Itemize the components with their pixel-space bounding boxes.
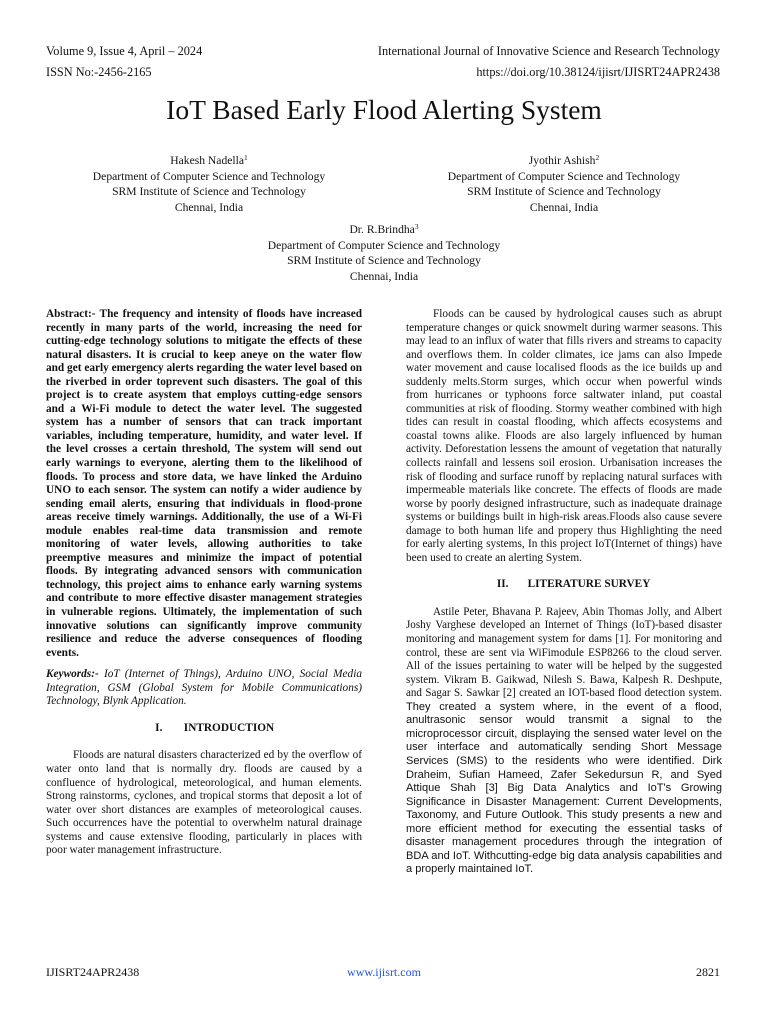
literature-paragraph: Astile Peter, Bhavana P. Rajeev, Abin Thomas Jolly, and Albert Joshy Varghese developed an Internet of Things (IoT)-based disaster monitoring and management system for dams [1]. For monitoring and control, these are sent via WiFimodule ESP8266 to the cloud server. All of the issues pertaining to water will be helped by the suggested system. Vikram B. Gaikwad, Nilesh S. Bawa, Kalpesh R. Deshpute, and Sagar S. Sawkar [2] created an IOT-based flood detection system. They created a system where, in the event of a flood, anultrasonic sensor would transmit a signal to the microprocessor circuit, displaying the sensed water level on the user interface and automatically sending Short Message Services (SMS) to the residents who were identified. Dirk Draheim, Sufian Hameed, Zafer Sekedursun R, and Syed Attique Shah [3] Big Data Analytics and IoT's Growing Significance in Disaster Management: Current Developments, Taxonomy, and Future Outlook. This study presents a new and more efficient method for executing the essential tasks of disaster management procedures through the integration of BDA and IoT. Withcutting-edge big data analysis capabilities and a properly maintained IoT. [406, 605, 722, 876]
left-column [46, 308, 362, 858]
footer-website-link[interactable]: www.ijisrt.com [347, 965, 421, 979]
paper-title: IoT Based Early Flood Alerting System [166, 94, 602, 125]
author-city: Chennai, India [174, 200, 244, 214]
author-name: Dr. R.Brindha$^3$ [349, 222, 419, 236]
footer-paper-id: IJISRT24APR2438 [46, 965, 140, 979]
author-inst: SRM Institute of Science and Technology [467, 185, 661, 198]
author-city: Chennai, India [349, 269, 419, 283]
introduction-paragraph: Floods are natural disasters characterized ed by the overflow of water onto land that is normally dry. floods are caused by a confluence of hydrological, meteorological, and human elements. Strong rainstorms, cyclones, and tropical storms that deposit a lot of water over short distances are examples of meteorological causes. Such occurrences have the potential to overwhelm natural drainage systems and cause extensive flooding, particularly in places with poor water management infrastructure. [46, 749, 362, 857]
keywords-label: Keywords:- [46, 668, 99, 681]
causes-paragraph: Floods can be caused by hydrological causes such as abrupt temperature changes or quick snowmelt during warmer seasons. This may lead to an influx of water that fills rivers and streams to capacity and overflows them. In colder climates, ice jams can also Impede water movement and cause localised floods as the ice builds up and suddenly melts.Storm surges, which occur when powerful winds from hurricanes or typhoons force saltwater inland, put coastal communities at risk of flooding. Stormy weather combined with high tides can result in coastal flooding, which affects ecosystems and coastal towns alike. Floods are also largely influenced by human activity. Deforestation lessens the amount of vegetation that naturally collects rainfall and lessens soil erosion. Urbanisation increases the risk of flooding and surface runoff by replacing natural surfaces with impermeable materials like concrete. The effects of floods are made worse by poorly designed infrastructure, such as inadequate drainage systems or buildings built in high-risk areas.Floods also cause severe damage to both human life and propery thus Highlighting the need for early alerting systems, In this project IoT(Internet of things) have been used to create an alerting System. [406, 308, 722, 564]
author-3 [200, 222, 568, 284]
section-heading-introduction: I. INTRODUCTION [155, 721, 275, 734]
author-name: Hakesh Nadella$^1$ [170, 153, 248, 167]
author-name: Jyothir Ashish$^2$ [528, 153, 600, 167]
section-heading-literature-survey: II. LITERATURE SURVEY [496, 578, 651, 591]
journal-name: International Journal of Innovative Science and Research Technology [377, 44, 720, 58]
right-column [406, 308, 722, 877]
abstract: Abstract:- The frequency and intensity of floods have increased recently in many parts of the world, increasing the need for cutting-edge technology solutions to mitigate the effects of these natural disasters. It is crucial to keep aneye on the water flow and get early emergency alerts regarding the water level based on the riverbed in order toprevent such disasters. The goal of this project is to create asystem that employs cutting-edge sensors and a Wi-Fi module to detect the water level. The suggested system has a number of sensors that can track important variables, including temperature, humidity, and water level. If the level crosses a certain threshold, The system will send out early warnings to everyone, alerting them to the likelihood of floods. To process and store data, we have linked the Arduino UNO to each sensor. The system can notify a wider audience by sending email alerts, ensuring that individuals in flood-prone areas receive timely warnings. Additionally, the use of a Wi-Fi module enables real-time data transmission and remote monitoring of water levels, allowing authorities to take preemptive measures and minimize the impact of potential floods. By integrating advanced sensors with communication technology, this project aims to enhance early warning systems and contribute to more effective disaster management strategies in vulnerable regions. Ultimately, the implementation of such innovative solutions can significantly improve community resilience and reduce the adverse consequences of flooding events. [46, 308, 362, 659]
author-dept: Department of Computer Science and Technology [267, 238, 501, 252]
volume-info: Volume 9, Issue 4, April – 2024 [46, 44, 203, 58]
author-dept: Department of Computer Science and Technology [447, 169, 681, 183]
author-inst: SRM Institute of Science and Technology [112, 185, 306, 198]
author-2 [405, 153, 723, 215]
keywords [46, 668, 362, 709]
doi-link[interactable]: https://doi.org/10.38124/ijisrt/IJISRT24APR2438 [476, 65, 720, 79]
author-dept: Department of Computer Science and Technology [92, 169, 326, 183]
page-number: 2821 [696, 965, 720, 979]
author-1 [50, 153, 368, 215]
author-inst: SRM Institute of Science and Technology [287, 254, 481, 267]
issn: ISSN No:-2456-2165 [46, 65, 152, 79]
keywords-text: IoT (Internet of Things), Arduino UNO, Social Media Integration, GSM (Global System for Mobile Communications) Technology, Blynk Application. [46, 668, 362, 708]
author-city: Chennai, India [529, 200, 599, 214]
